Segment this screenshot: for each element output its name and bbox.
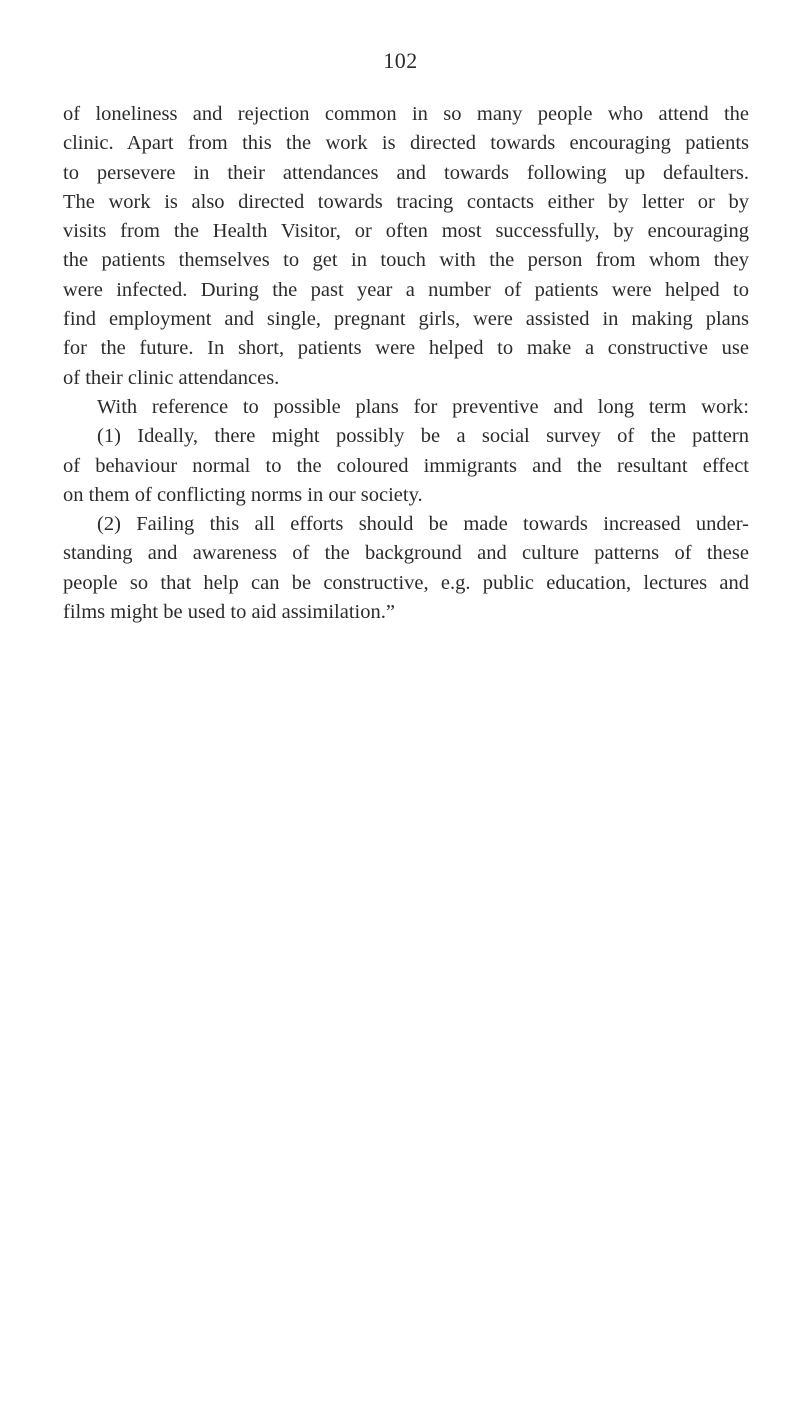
- text-line: With reference to possible plans for preventive and long term work:: [97, 395, 749, 418]
- text-line: on them of conflicting norms in our society.: [63, 483, 423, 506]
- text-line: of their clinic attendances.: [63, 366, 280, 389]
- text-line: of loneliness and rejection common in so many people who attend the: [63, 103, 749, 125]
- text-line: films might be used to aid assimilation.”: [63, 601, 395, 624]
- text-line: (2) Failing this all efforts should be made towards increased under-: [97, 513, 749, 536]
- text-line: the patients themselves to get in touch with the person from whom they: [63, 249, 749, 272]
- text-line: for the future. In short, patients were helped to make a constructive use: [63, 337, 749, 360]
- page-number: 102: [383, 48, 418, 73]
- text-line: clinic. Apart from this the work is directed towards encouraging patients: [63, 132, 749, 155]
- text-line: find employment and single, pregnant girls, were assisted in making plans: [63, 308, 749, 331]
- text-line: standing and awareness of the background and culture patterns of these: [63, 542, 749, 565]
- text-line: The work is also directed towards tracing contacts either by letter or by: [63, 190, 749, 213]
- text-line: of behaviour normal to the coloured immigrants and the resultant effect: [63, 454, 749, 477]
- text-line: people so that help can be constructive, e.g. public education, lectures and: [63, 571, 749, 594]
- text-line: visits from the Health Visitor, or often most successfully, by encouraging: [63, 220, 749, 243]
- body-text: [63, 100, 749, 627]
- text-line: to persevere in their attendances and towards following up defaulters.: [63, 161, 749, 184]
- text-line: (1) Ideally, there might possibly be a social survey of the pattern: [97, 425, 749, 448]
- text-line: were infected. During the past year a number of patients were helped to: [63, 278, 749, 301]
